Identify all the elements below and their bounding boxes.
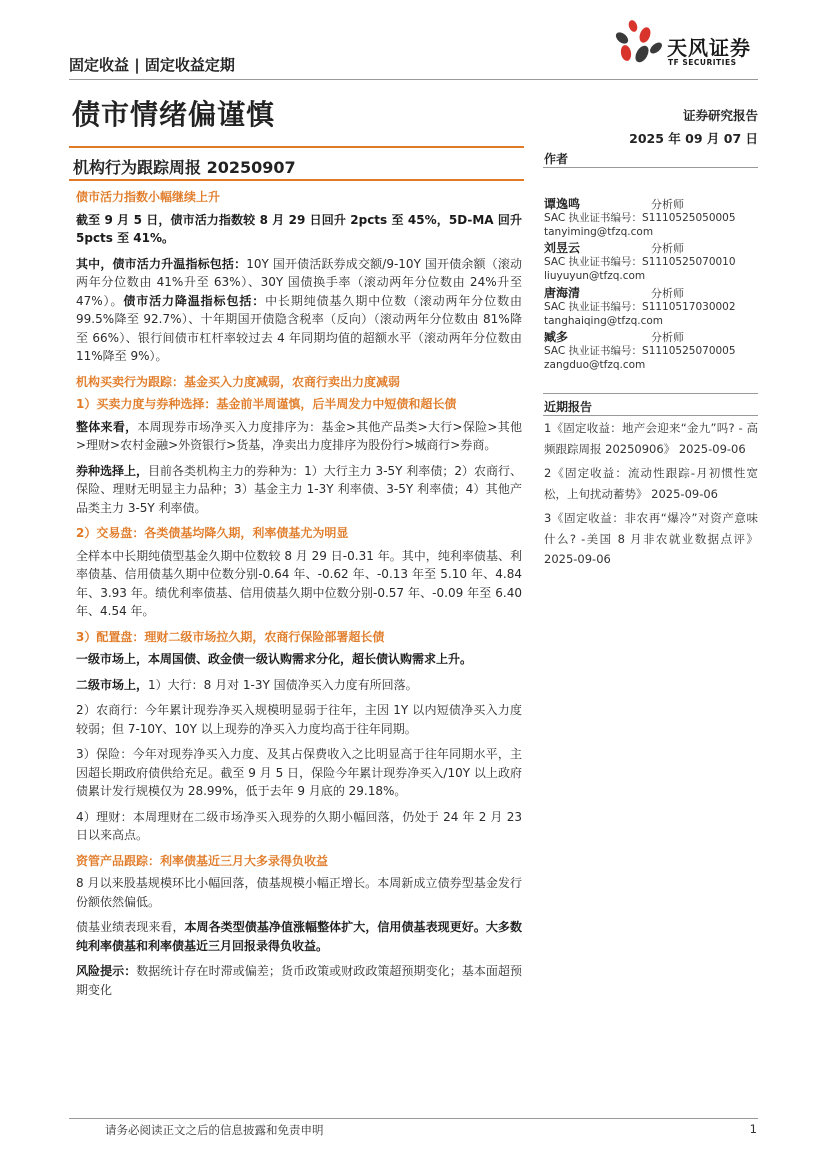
author-role: 分析师 [651, 331, 684, 344]
recent-reports-heading: 近期报告 [544, 400, 593, 414]
bold-lead: 券种选择上， [76, 463, 149, 478]
text: 1）大行：8 月对 1-3Y 国债净买入力度有所回落。 [148, 677, 418, 692]
title-divider [69, 146, 524, 148]
paragraph [76, 918, 522, 955]
text: 债基业绩表现来看， [76, 920, 185, 934]
author-email[interactable]: tanyiming@tfzq.com [544, 225, 654, 238]
paragraph: 3）保险：今年对现券净买入力度、及其占保费收入之比明显高于往年同期水平，主因超长期政府债供给充足。截至 9 月 5 日，保险今年累计现券净买入/10Y 以上政府债累计发行规模仅为 28.99%，低于去年 9 月底的 29.18%。 [76, 747, 522, 798]
bold-lead: 其中，债市活力升温指标包括： [76, 256, 247, 271]
text: 目前各类机构主力的券种为：1）大行主力 3-5Y 利率债；2）农商行、保险、理财无明显主力品种；3）基金主力 1-3Y 利率债、3-5Y 利率债；4）其他产品类主力 3-5Y 利率债。 [76, 463, 522, 515]
sub-heading: 3）配置盘：理财二级市场拉久期，农商行保险部署超长债 [76, 629, 385, 644]
author-card [544, 239, 760, 283]
footer-disclaimer: 请务必阅读正文之后的信息披露和免责申明 [105, 1123, 324, 1137]
author-cert: SAC 执业证书编号：S1110525070010 [544, 256, 736, 268]
recent-report-item[interactable]: 2《固定收益：流动性跟踪-月初惯性宽松，上旬扰动蓄势》 2025-09-06 [544, 466, 758, 501]
paragraph [76, 962, 522, 999]
bold-text: 一级市场上，本周国债、政金债一级认购需求分化，超长债认购需求上升。 [76, 652, 473, 666]
text: 10Y 国开债活跃券成交额/9-10Y 国开债余额（滚动两年分位数由 41%升至 63%）、30Y 国债换手率（滚动两年分位数由 24%升至 47%）。 [76, 256, 522, 308]
bold-lead: 风险提示： [76, 964, 137, 978]
tf-securities-logo [612, 20, 762, 72]
report-date: 2025 年 09 月 07 日 [629, 131, 758, 146]
report-type: 证券研究报告 [682, 108, 758, 123]
author-name: 谭逸鸣 [544, 197, 581, 211]
recent-reports-list [544, 418, 758, 574]
author-name: 臧多 [544, 330, 569, 344]
paragraph [76, 676, 522, 695]
author-role: 分析师 [651, 242, 684, 255]
sub-heading: 1）买卖力度与券种选择：基金前半周谨慎，后半周发力中短债和超长债 [76, 397, 457, 411]
bold-lead: 债市活力降温指标包括： [123, 293, 266, 308]
author-cert: SAC 执业证书编号：S1110525050005 [544, 212, 736, 224]
text: 本周现券市场净买入力度排序为：基金>其他产品类>大行>保险>其他>理财>农村金融>外资银行>货基，净卖出力度排序为股份行>城商行>券商。 [76, 419, 522, 452]
authors-divider [543, 167, 758, 168]
report-subtitle: 机构行为跟踪周报 20250907 [73, 158, 296, 177]
section-heading: 机构买卖行为跟踪：基金买入力度减弱，农商行卖出力度减弱 [76, 374, 401, 389]
section-heading: 资管产品跟踪：利率债基近三月大多录得负收益 [76, 853, 329, 868]
author-name: 刘昱云 [544, 241, 581, 255]
author-name: 唐海清 [544, 286, 581, 300]
subtitle-divider [69, 179, 524, 181]
author-cert: SAC 执业证书编号：S1110525070005 [544, 345, 736, 357]
author-role: 分析师 [651, 198, 684, 211]
author-email[interactable]: liuyuyun@tfzq.com [544, 269, 646, 282]
report-category: 固定收益 | 固定收益定期 [69, 56, 235, 74]
paragraph: 8 月以来股基规模环比小幅回落，债基规模小幅正增长。本周新成立债券型基金发行份额依然偏低。 [76, 876, 522, 909]
paragraph: 2）农商行：今年累计现券净买入规模明显弱于往年，主因 1Y 以内短债净买入力度较弱；但 7-10Y、10Y 以上现券的净买入力度均高于往年同期。 [76, 703, 522, 736]
authors-heading: 作者 [544, 152, 569, 166]
bold-lead: 整体来看， [76, 419, 138, 434]
author-card [544, 284, 760, 328]
paragraph: 4）理财：本周理财在二级市场净买入现券的久期小幅回落，仍处于 24 年 2 月 23 日以来高点。 [76, 809, 522, 842]
paragraph [76, 650, 522, 669]
report-title: 债市情绪偏谨慎 [72, 98, 276, 131]
header-divider [69, 79, 758, 80]
text: 数据统计存在时滞或偏差；货币政策或财政政策超预期变化；基本面超预期变化 [76, 964, 522, 997]
section-heading: 债市活力指数小幅继续上升 [76, 190, 221, 204]
sub-heading: 2）交易盘：各类债基均降久期，利率债基尤为明显 [76, 526, 349, 540]
brand-name-cn: 天风证券 [667, 36, 751, 60]
paragraph [76, 255, 522, 366]
text: 中长期纯债基久期中位数（滚动两年分位数由 99.5%降至 92.7%）、十年期国开债隐含税率（反向）（滚动两年分位数由 81%降至 66%）、银行间债市杠杆率较过去 4 年同期均值的超额水平（滚动两年分位数由 11%降至 9%）。 [76, 293, 522, 363]
brand-name-en: TF SECURITIES [668, 58, 737, 67]
bold-lead: 二级市场上， [76, 677, 149, 692]
recent-report-item[interactable]: 1《固定收益：地产会迎来“金九”吗? - 高频跟踪周报 20250906》 2025-09-06 [544, 421, 758, 456]
recent-report-item[interactable]: 3《固定收益：非农再“爆冷”对资产意味什么? -美国 8 月非农就业数据点评》 2025-09-06 [544, 511, 758, 566]
bold-text: 截至 9 月 5 日，债市活力指数较 8 月 29 日回升 2pcts 至 45%，5D-MA 回升 5pcts 至 41%。 [76, 212, 522, 245]
author-email[interactable]: zangduo@tfzq.com [544, 358, 646, 371]
paragraph [76, 418, 522, 455]
author-email[interactable]: tanghaiqing@tfzq.com [544, 314, 664, 327]
paragraph [76, 211, 522, 248]
bold-text: 本周各类型债基净值涨幅整体扩大，信用债基表现更好。大多数纯利率债基和利率债基近三月回报录得负收益。 [76, 920, 522, 953]
paragraph: 全样本中长期纯债型基金久期中位数较 8 月 29 日-0.31 年。其中，纯利率债基、利率债基、信用债基久期中位数分别-0.64 年、-0.62 年、-0.13 年至 5.10 年、4.84 年、3.93 年。绩优利率债基、信用债基久期中位数分别-0.57 年、-0.09 年至 6.40 年、4.54 年。 [76, 548, 522, 618]
summary-body [76, 188, 522, 1006]
page-number: 1 [749, 1122, 757, 1136]
recent-top-divider [543, 393, 758, 394]
recent-divider [543, 415, 758, 416]
author-cert: SAC 执业证书编号：S1110517030002 [544, 301, 736, 313]
author-card [544, 328, 760, 372]
author-card [544, 195, 760, 239]
footer-divider [69, 1118, 758, 1119]
paragraph [76, 462, 522, 518]
author-role: 分析师 [651, 287, 684, 300]
logo-mark-icon [612, 20, 664, 72]
